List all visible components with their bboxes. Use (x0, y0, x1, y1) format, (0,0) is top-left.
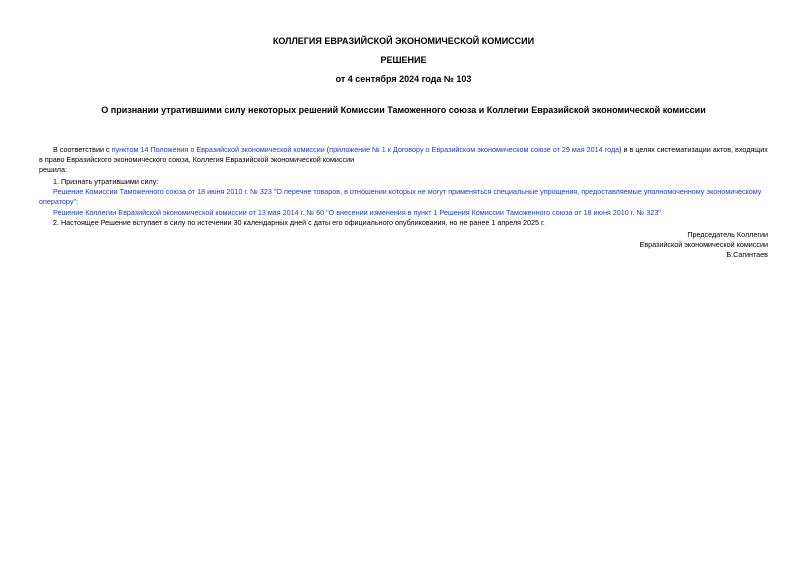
preamble-paragraph (39, 145, 768, 165)
link-decision-323[interactable]: Решение Комиссии Таможенного союза от 18 июня 2010 г. № 323 "О перечне товаров, в отношении которых не могут применяться специальные упрощения, предоставляемые уполномоченному экономическому оператору"; (39, 187, 762, 206)
preamble-text-3: ) и в целях систематизации актов, входящих в право Евразийского экономического союза, Коллегия Евразийской экономической комиссии (39, 145, 768, 164)
preamble-text-2: ( (324, 145, 330, 154)
item-2: 2. Настоящее Решение вступает в силу по истечении 30 календарных дней с даты его официального опубликования, но не ранее 1 апреля 2025 г. (53, 218, 545, 227)
link-regulation-point-14[interactable]: пунктом 14 Положения о Евразийской экономической комиссии (111, 145, 325, 154)
signature-position-1: Председатель Коллегии (687, 230, 768, 239)
preamble-text-1: В соответствии с (53, 145, 112, 154)
signature-position-2: Евразийской экономической комиссии (639, 240, 768, 249)
link-decision-60[interactable]: Решение Коллегии Евразийской экономической комиссии от 13 мая 2014 г. № 60 "О внесении изменения в пункт 1 Решения Комиссии Таможенного союза от 18 июня 2010 г. № 323". (53, 208, 663, 217)
document-title: О признании утратившими силу некоторых решений Комиссии Таможенного союза и Коллегии Евразийской экономической комиссии (101, 105, 706, 115)
org-heading: КОЛЛЕГИЯ ЕВРАЗИЙСКОЙ ЭКОНОМИЧЕСКОЙ КОМИССИИ (272, 36, 535, 46)
signature-name: Б.Сагинтаев (726, 250, 768, 259)
link-treaty-annex-1[interactable]: приложение № 1 к Договору о Евразийском экономическом союзе от 29 мая 2014 года (329, 145, 620, 154)
item-1: 1. Признать утратившими силу: (53, 177, 159, 186)
decided-label: решила: (39, 165, 67, 174)
date-number-heading: от 4 сентября 2024 года № 103 (335, 74, 472, 84)
doc-type-heading: РЕШЕНИЕ (380, 55, 427, 65)
